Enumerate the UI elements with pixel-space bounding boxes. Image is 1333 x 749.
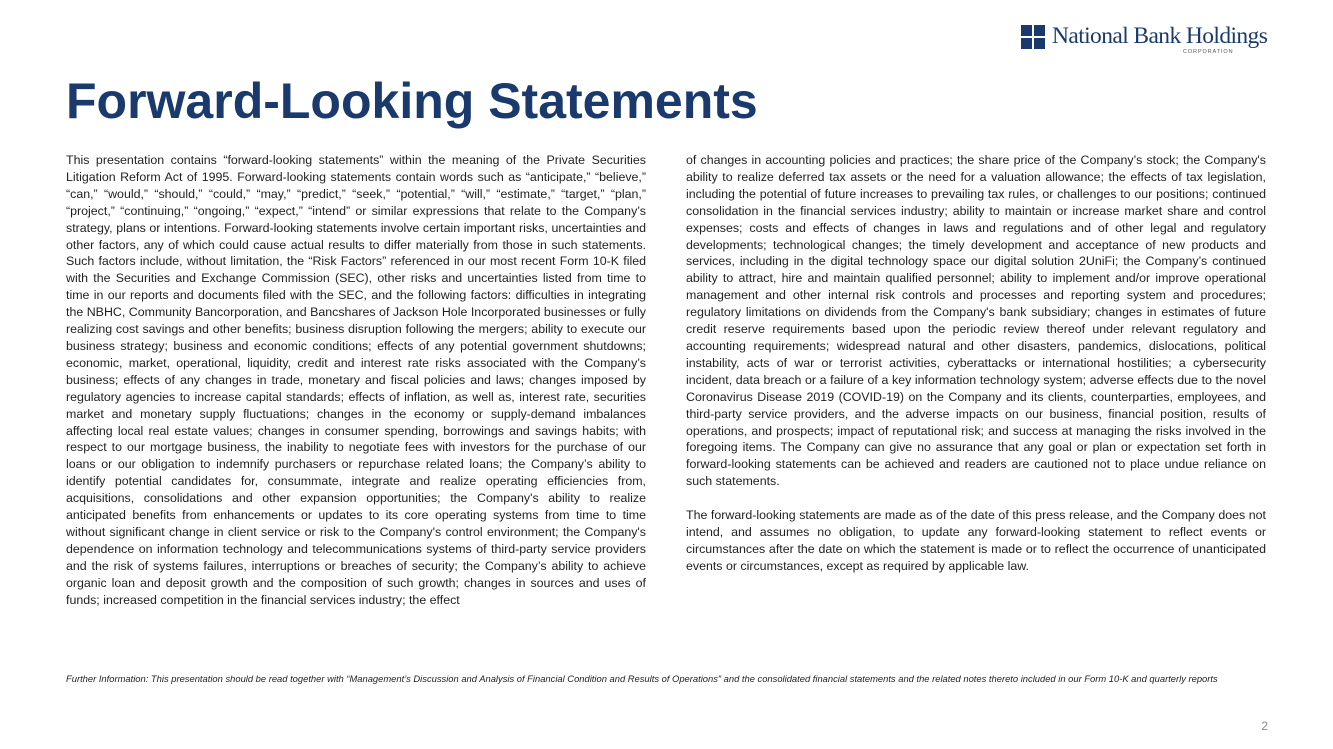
page-title: Forward-Looking Statements xyxy=(66,73,758,129)
company-logo xyxy=(1021,24,1271,58)
further-information-footnote: Further Information: This presentation should be read together with “Management’s Discussion and Analysis of Financial Condition and Results of Operations” and the consolidated financial statements and the related notes thereto included in our Form 10-K and quarterly reports xyxy=(66,673,1218,684)
right-paragraph-1: of changes in accounting policies and practices; the share price of the Company’s stock; the Company's ability to realize deferred tax assets or the need for a valuation allowance; the effects of tax legislation, including the potential of future increases to prevailing tax rules, or challenges to our positions; continued consolidation in the financial services industry; ability to maintain or increase market share and control expenses; costs and effects of changes in laws and regulations and of other legal and regulatory developments; technological changes; the timely development and acceptance of new products and services, including in the digital technology space our digital solution 2UniFi; the Company’s continued ability to attract, hire and maintain qualified personnel; ability to implement and/or improve operational management and other internal risk controls and processes and reporting system and procedures; regulatory limitations on dividends from the Company's bank subsidiary; changes in estimates of future credit reserve requirements based upon the periodic review thereof under relevant regulatory and accounting requirements; widespread natural and other disasters, pandemics, dislocations, political instability, acts of war or terrorist activities, cyberattacks or international hostilities; a cybersecurity incident, data breach or a failure of a key information technology system; adverse effects due to the novel Coronavirus Disease 2019 (COVID-19) on the Company and its clients, counterparties, employees, and third-party service providers, and the adverse impacts on our business, financial position, results of operations, and prospects; impact of reputational risk; and success at managing the risks involved in the foregoing items. The Company can give no assurance that any goal or plan or expectation set forth in forward-looking statements can be achieved and readers are cautioned not to place undue reliance on such statements. xyxy=(686,153,1266,489)
logo-company-name: National Bank Holdings xyxy=(1052,23,1268,49)
left-paragraph: This presentation contains “forward-looking statements” within the meaning of the Private Securities Litigation Reform Act of 1995. Forward-looking statements contain words such as “anticipate,” “believe,” “can,” “would,” “should,” “could,” “may,” “predict,” “seek,” “potential,” “will,” “estimate,” “target,” “plan,” “project,” “continuing,” “ongoing,” “expect,” “intend” or similar expressions that relate to the Company’s strategy, plans or intentions. Forward-looking statements involve certain important risks, uncertainties and other factors, any of which could cause actual results to differ materially from those in such statements. Such factors include, without limitation, the “Risk Factors” referenced in our most recent Form 10-K filed with the Securities and Exchange Commission (SEC), other risks and uncertainties listed from time to time in our reports and documents filed with the SEC, and the following factors: difficulties in integrating the NBHC, Community Bancorporation, and Bancshares of Jackson Hole Incorporated businesses or fully realizing cost savings and other benefits; business disruption following the mergers; ability to execute our business strategy; business and economic conditions; effects of any potential government shutdowns; economic, market, operational, liquidity, credit and interest rate risks associated with the Company’s business; effects of any changes in trade, monetary and fiscal policies and laws; changes imposed by regulatory agencies to increase capital standards; effects of inflation, as well as, interest rate, securities market and monetary supply fluctuations; changes in the economy or supply-demand imbalances affecting local real estate values; changes in consumer spending, borrowings and savings habits; with respect to our mortgage business, the inability to negotiate fees with investors for the purchase of our loans or our obligation to indemnify purchasers or repurchase related loans; the Company’s ability to identify potential candidates for, consummate, integrate and realize operating efficiencies from, acquisitions, consolidations and other expansion opportunities; the Company's ability to realize anticipated benefits from enhancements or updates to its core operating systems from time to time without significant change in client service or risk to the Company's control environment; the Company's dependence on information technology and telecommunications systems of third-party service providers and the risk of systems failures, interruptions or breaches of security; the Company’s ability to achieve organic loan and deposit growth and the composition of such growth; changes in sources and uses of funds; increased competition in the financial services industry; the effect xyxy=(66,153,646,607)
left-text-column xyxy=(66,152,646,608)
right-text-column xyxy=(686,152,1266,575)
logo-squares-icon xyxy=(1021,25,1045,49)
logo-corporation-label: CORPORATION xyxy=(1183,49,1234,55)
page-number: 2 xyxy=(1261,719,1268,733)
right-paragraph-2: The forward-looking statements are made as of the date of this press release, and the Company does not intend, and assumes no obligation, to update any forward-looking statement to reflect events or circumstances after the date on which the statement is made or to reflect the occurrence of unanticipated events or circumstances, except as required by applicable law. xyxy=(686,508,1266,573)
